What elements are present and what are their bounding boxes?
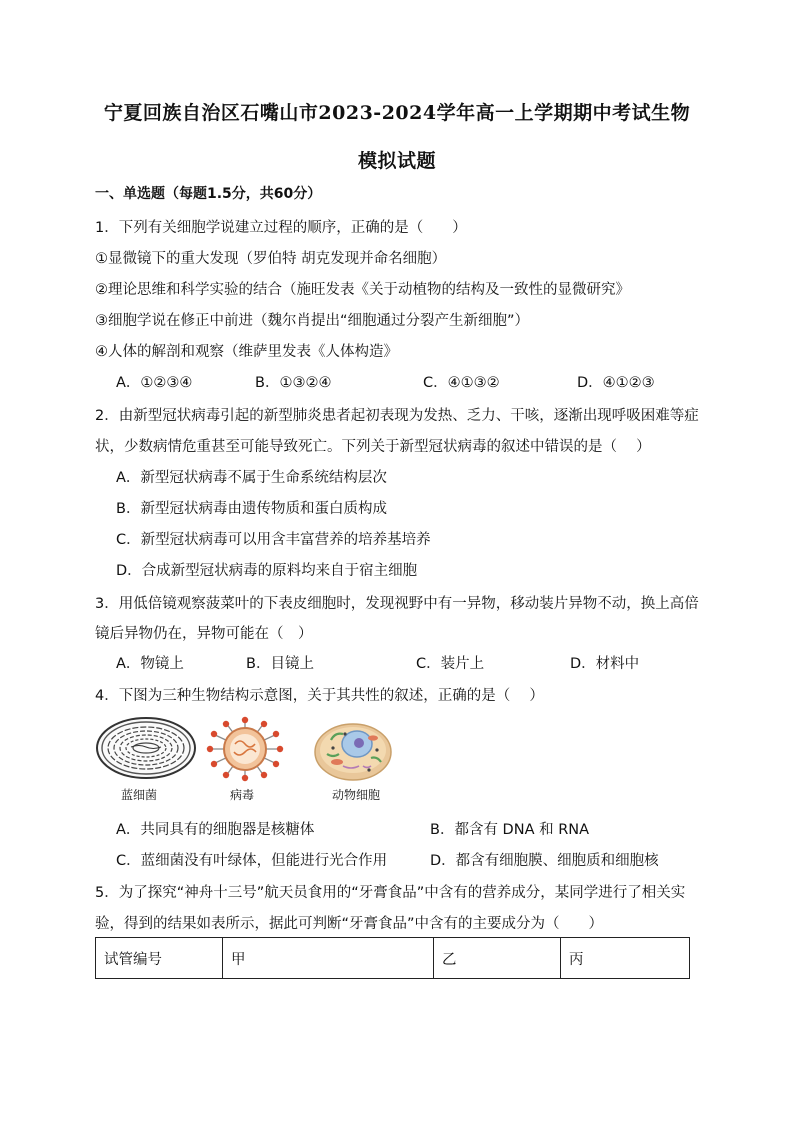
- animal-cell-figure: [313, 714, 393, 782]
- table-cell-jia: 甲: [223, 938, 434, 979]
- q3-option-a: A．物镜上: [116, 656, 184, 672]
- q1-item-4: ④人体的解剖和观察（维萨里发表《人体构造》: [95, 344, 398, 360]
- q1-item-1: ①显微镜下的重大发现（罗伯特 胡克发现并命名细胞）: [95, 251, 447, 267]
- section-heading: 一、单选题（每题1.5分，共60分）: [95, 186, 322, 202]
- q1-option-a: A．①②③④: [116, 375, 193, 391]
- q3-option-c: C．装片上: [416, 656, 485, 672]
- q3-option-d: D．材料中: [570, 656, 640, 672]
- table-cell-tube-number: 试管编号: [96, 938, 223, 979]
- caption-cyanobacteria: 蓝细菌: [121, 788, 158, 802]
- q1-option-b: B．①③②④: [255, 375, 332, 391]
- q2-stem-line1: 2．由新型冠状病毒引起的新型肺炎患者起初表现为发热、乏力、干咳，逐渐出现呼吸困难等症: [95, 408, 699, 424]
- q2-option-a: A．新型冠状病毒不属于生命系统结构层次: [116, 470, 387, 486]
- q4-option-c: C．蓝细菌没有叶绿体，但能进行光合作用: [116, 853, 388, 869]
- q5-stem-line1: 5．为了探究“神舟十三号”航天员食用的“牙膏食品”中含有的营养成分，某同学进行了相关实: [95, 885, 686, 901]
- q3-option-b: B．目镜上: [246, 656, 314, 672]
- q4-option-d: D．都含有细胞膜、细胞质和细胞核: [430, 853, 659, 869]
- q2-option-c: C．新型冠状病毒可以用含丰富营养的培养基培养: [116, 532, 431, 548]
- table-row: [96, 938, 690, 979]
- q5-results-table: [95, 937, 690, 979]
- q2-option-d: D．合成新型冠状病毒的原料均来自于宿主细胞: [116, 563, 418, 579]
- cyanobacteria-figure: [95, 716, 197, 780]
- q4-option-b: B．都含有 DNA 和 RNA: [430, 822, 590, 838]
- exam-title-line2: 模拟试题: [357, 150, 436, 172]
- q1-item-3: ③细胞学说在修正中前进（魏尔肖提出“细胞通过分裂产生新细胞”）: [95, 313, 530, 329]
- table-cell-bing: 丙: [561, 938, 690, 979]
- q4-stem: 4．下图为三种生物结构示意图，关于其共性的叙述，正确的是（ ）: [95, 688, 544, 704]
- virus-figure: [205, 716, 285, 782]
- q1-item-2: ②理论思维和科学实验的结合（施旺发表《关于动植物的结构及一致性的显微研究》: [95, 282, 630, 298]
- q4-option-a: A．共同具有的细胞器是核糖体: [116, 822, 315, 838]
- q1-option-d: D．④①②③: [577, 375, 655, 391]
- q5-stem-line2: 验，得到的结果如表所示，据此可判断“牙膏食品”中含有的主要成分为（ ）: [95, 916, 604, 932]
- q2-option-b: B．新型冠状病毒由遗传物质和蛋白质构成: [116, 501, 387, 517]
- q2-stem-line2: 状，少数病情危重甚至可能导致死亡。下列关于新型冠状病毒的叙述中错误的是（ ）: [95, 439, 651, 455]
- exam-title-line1: 宁夏回族自治区石嘴山市2023-2024学年高一上学期期中考试生物: [103, 102, 691, 124]
- q1-stem: 1．下列有关细胞学说建立过程的顺序，正确的是（ ）: [95, 220, 467, 236]
- q3-stem-line2: 镜后异物仍在，异物可能在（ ）: [95, 626, 313, 642]
- table-cell-yi: 乙: [434, 938, 561, 979]
- caption-virus: 病毒: [230, 788, 255, 802]
- q1-option-c: C．④①③②: [423, 375, 500, 391]
- caption-animal-cell: 动物细胞: [332, 788, 381, 802]
- q3-stem-line1: 3．用低倍镜观察菠菜叶的下表皮细胞时，发现视野中有一异物，移动装片异物不动，换上高倍: [95, 596, 699, 612]
